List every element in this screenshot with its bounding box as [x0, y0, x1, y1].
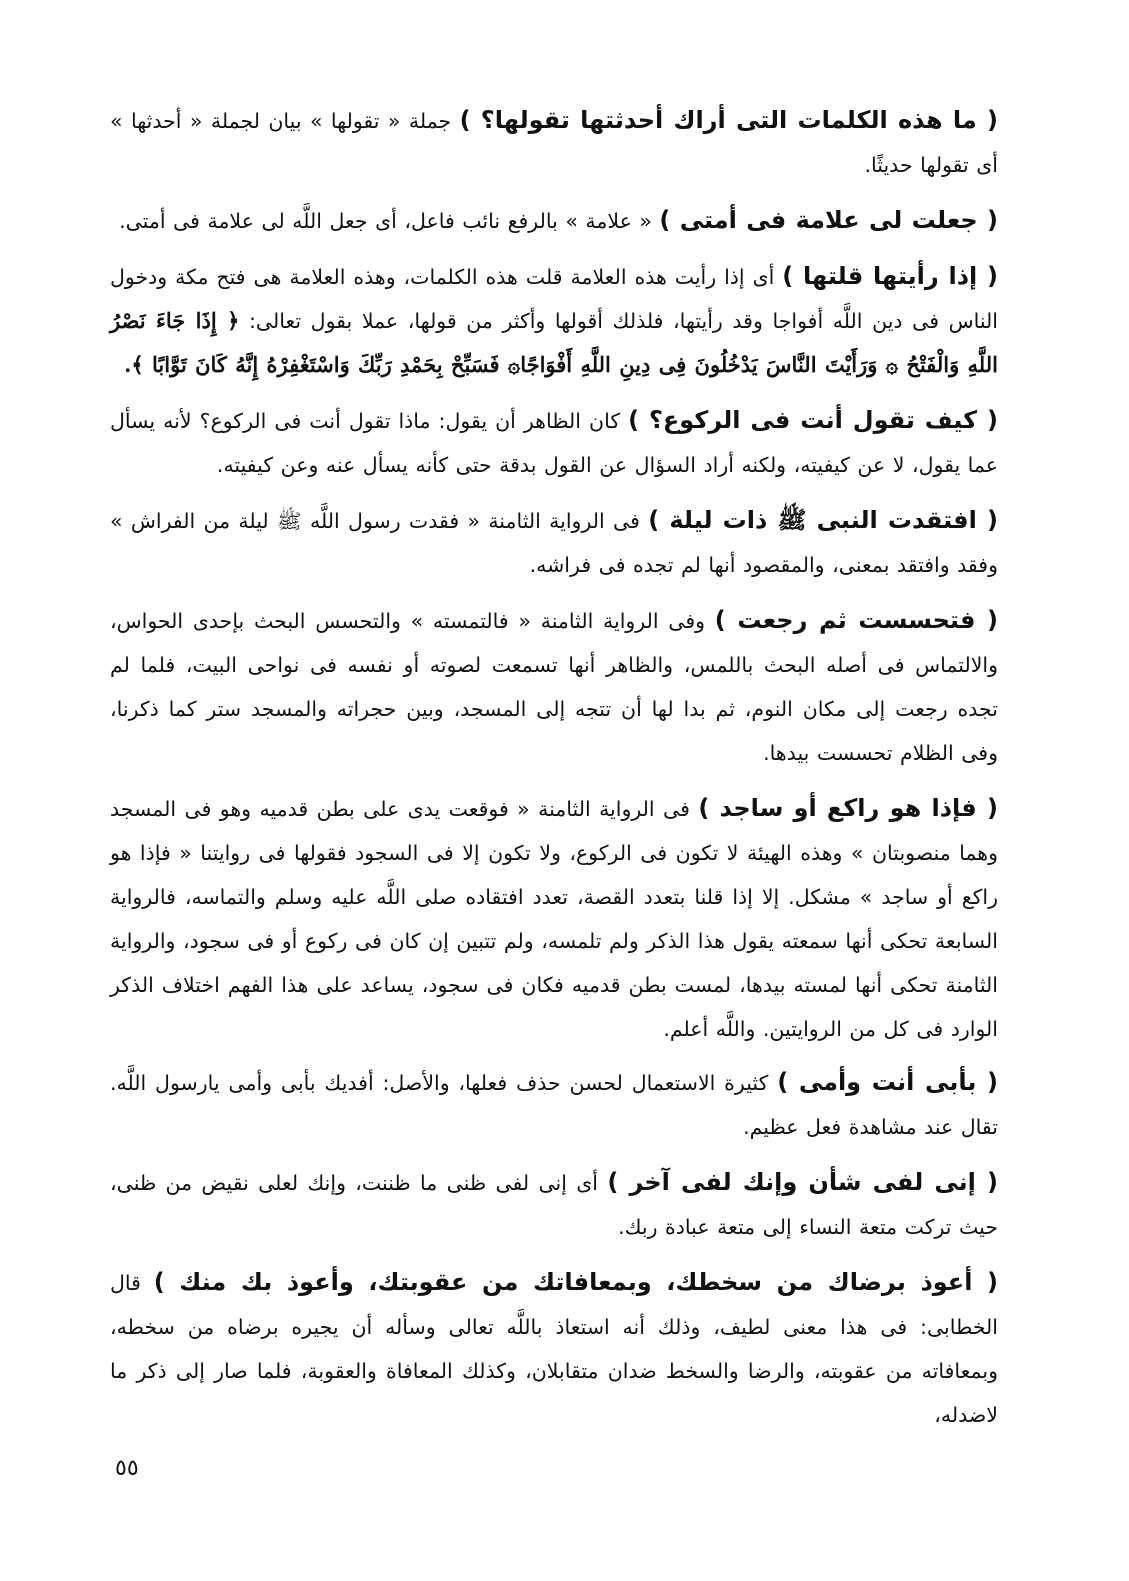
paragraph-heading: ( بأبى أنت وأمى ): [777, 1068, 999, 1096]
paragraph-text: قال الخطابى: فى هذا معنى لطيف، وذلك أنه استعاذ باللَّه تعالى وسأله أن يجيره برضاه من سخطه، وبمعافاته من عقوبته، والرضا والسخط ضدان متقابلان، وكذلك المعافاة والعقوبة، فلما صار إلى ذكر ما لاضدله،: [110, 1271, 998, 1427]
paragraph-heading: ( كيف تقول أنت فى الركوع؟ ): [628, 406, 998, 434]
paragraph-heading: ( ما هذه الكلمات التى أراك أحدثتها تقولها؟ ): [459, 106, 998, 134]
paragraph-text: وفى الرواية الثامنة « فالتمسته » والتحسس البحث بإحدى الحواس، والالتماس فى أصله البحث باللمس، والظاهر أنها تسمعت لصوته أو نفسه فى نواحى البيت، فلما لم تجده رجعت إلى مكان النوم، ثم بدا لها أن تتجه إلى المسجد، وبين حجراته والمسجد ستر كما ذكرنا، وفى الظلام تحسست بيدها.: [110, 609, 998, 765]
paragraph-6: [110, 598, 998, 775]
paragraph-heading: ( إنى لفى شأن وإنك لفى آخر ): [607, 1168, 998, 1196]
paragraph-4: [110, 398, 998, 487]
paragraph-8: [110, 1060, 998, 1149]
paragraph-9: [110, 1160, 998, 1249]
paragraph-heading: ( فإذا هو راكع أو ساجد ): [698, 794, 998, 822]
paragraph-text: فى الرواية الثامنة « فوقعت يدى على بطن قدميه وهو فى المسجد وهما منصوبتان » وهذه الهيئة لا تكون فى الركوع، ولا تكون إلا فى السجود فقولها فى روايتنا « فإذا هو راكع أو ساجد » مشكل. إلا إذا قلنا بتعدد القصة، تعدد افتقاده صلى اللَّه عليه وسلم والتماسه، فالرواية السابعة تحكى أنها سمعته يقول هذا الذكر ولم تلمسه، ولم تتبين إن كان فى ركوع أو فى سجود، والرواية الثامنة تحكى أنها لمسته بيدها، لمست بطن قدميه فكان فى سجود، يساعد على هذا الفهم اختلاف الذكر الوارد فى كل من الروايتين. واللَّه أعلم.: [110, 797, 998, 1041]
paragraph-10: [110, 1260, 998, 1437]
paragraph-heading: ( أعوذ برضاك من سخطك، وبمعافاتك من عقوبتك، وأعوذ بك منك ): [153, 1268, 999, 1296]
paragraph-text: أى إذا رأيت هذه العلامة قلت هذه الكلمات، وهذه العلامة هى فتح مكة ودخول الناس فى دين اللَّه أفواجا وقد رأيتها، فلذلك أقولها وأكثر من قولها، عملا بقول تعالى:: [110, 265, 999, 333]
paragraph-text: أى إنى لفى ظنى ما ظننت، وإنك لعلى نقيض من ظنى، حيث تركت متعة النساء إلى متعة عبادة ربك.: [110, 1171, 998, 1239]
paragraph-7: [110, 786, 998, 1051]
paragraph-heading: ( إذا رأيتها قلتها ): [782, 262, 998, 290]
paragraph-text: كثيرة الاستعمال لحسن حذف فعلها، والأصل: أفديك بأبى وأمى يارسول اللَّه. تقال عند مشاهدة فعل عظيم.: [110, 1071, 998, 1139]
paragraph-heading: ( افتقدت النبى ﷺ ذات ليلة ): [648, 506, 998, 534]
paragraph-3: [110, 254, 998, 387]
page-number: ٥٥: [115, 1456, 139, 1481]
paragraph-heading: ( فتحسست ثم رجعت ): [714, 606, 998, 634]
paragraph-2: [110, 198, 998, 243]
paragraph-text: « علامة » بالرفع نائب فاعل، أى جعل اللَّه لى علامة فى أمتى.: [119, 209, 660, 233]
paragraph-heading: ( جعلت لى علامة فى أمتى ): [659, 206, 998, 234]
paragraph-text: كان الظاهر أن يقول: ماذا تقول أنت فى الركوع؟ لأنه يسأل عما يقول، لا عن كيفيته، ولكنه أراد السؤال عن القول بدقة حتى كأنه يسأل عنه وعن كيفيته.: [110, 409, 998, 477]
page-body: [110, 98, 998, 1446]
paragraph-1: [110, 98, 998, 187]
paragraph-text: جملة « تقولها » بيان لجملة « أحدثها » أى تقولها حديثًا.: [110, 109, 998, 177]
paragraph-5: [110, 498, 998, 587]
quran-quote: ﴿ إِذَا جَاءَ نَصْرُ اللَّهِ وَالْفَتْحُ ۞ وَرَأَيْتَ النَّاسَ يَدْخُلُونَ فِى دِينِ اللَّهِ أَفْوَاجًا۞ فَسَبِّحْ بِحَمْدِ رَبِّكَ وَاسْتَغْفِرْهُ إِنَّهُ كَانَ تَوَّابًا ﴾.: [110, 308, 998, 377]
paragraph-text: فى الرواية الثامنة « فقدت رسول اللَّه ﷺ ليلة من الفراش » وفقد وافتقد بمعنى، والمقصود أنها لم تجده فى فراشه.: [110, 509, 998, 577]
